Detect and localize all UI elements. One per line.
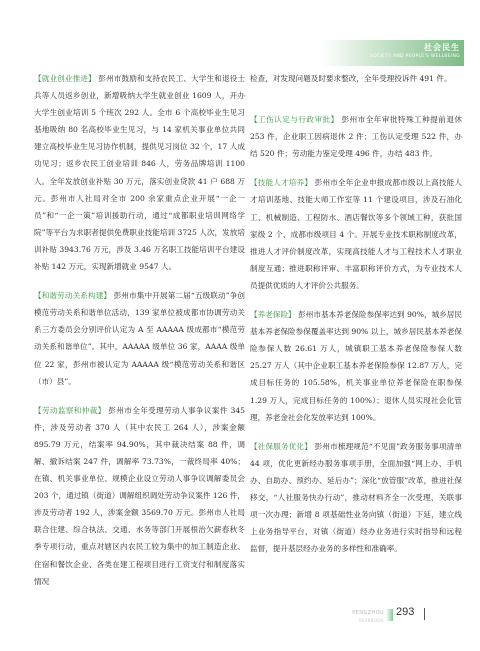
paragraph-text: 彭州市鼓励和支持农民工、大学生和退役士兵等人员返乡创业，新增吸纳大学生就业创业 1609 人，开办大学生创业培训 5 个班次 292 人。全市 6 个高校毕业生见习基地吸纳 80 名高校毕业生见习，与 14 家机关事业单位共同建立高校毕业生见习协作机制，提供见习岗位 32 个，17 人成功见习；返乡农民工创业培训 846 人，劳务品牌培训 1100 人。全年发放创业补贴 30 万元，落实创业贷款 41 户 688 万元。彭州市人社局对全市 200 余家重点企业开展“一企一员”和“一企一策”培训援助行动，通过“成都职业培训网络学院”等平台为求职者提供免费职业技能培训 3725 人次，发放培训补贴 3943.76 万元，涉及 3.46 万名职工技能培训平台建设补贴 142 万元，实现新增就业 9547 人。 (34, 74, 246, 272)
page-number: 293 (396, 606, 415, 618)
paragraph-skills-talent (250, 174, 462, 294)
yearbook-logo-line2: YEARBOOK (358, 618, 384, 623)
paragraph-employment (34, 70, 245, 275)
paragraph-tag: 【劳动监察和仲裁】 (34, 405, 106, 415)
paragraph-text: 检查，对发现问题及时要求整改，全年受理投诉件 491 件。 (250, 74, 452, 83)
paragraph-labor-relations (34, 287, 245, 390)
paragraph-work-injury (250, 111, 462, 162)
page-marker (386, 609, 393, 621)
right-column (250, 70, 462, 569)
paragraph-tag: 【技能人才培养】 (250, 178, 313, 188)
paragraph-text: 彭州市全年企业申报成都市级以上高技能人才培训基地、技能大师工作室等 11 个建设项目，涉及石油化工、机械制造、工程防水、酒店餐饮等多个领域工种，获批国家级 2 个、成都市级项目 4 个。开展专业技术职称制度改革，推进人才评价制度改革，实现高技能人才与工程技术人才职业制度互通；推进职称评审、丰富职称评价方式，为专业技术人员提供优质的人才评价公共服务。 (250, 178, 463, 290)
paragraph-social-security-service (250, 438, 462, 558)
paragraph-tag: 【工伤认定与行政审批】 (250, 115, 339, 125)
paragraph-tag: 【社保服务优化】 (250, 441, 312, 451)
paragraph-text: 彭州市集中开展第二届“五级联动”争创模范劳动关系和谐单位活动，139 家单位被成都市协调劳动关系三方委员会分别评价认定为 A 至 AAAAA 级成都市“模范劳动关系和谐单位”。其中，AAAAA 级单位 36 家，AAAA 级单位 22 家，彭州市被认定为 AAAAA 级“模范劳动关系和谐区（市）县”。 (34, 291, 246, 386)
paragraph-text: 彭州市全年审批特殊工种提前退休 253 件，企业职工因病退休 2 件；工伤认定受理 522 件，办结 520 件；劳动能力鉴定受理 496 件，办结 483 件。 (250, 115, 463, 159)
yearbook-logo-line1: PENGZHOU (352, 610, 384, 616)
paragraph-tag: 【养老保险】 (250, 310, 296, 320)
paragraph-labor-supervision (34, 402, 245, 590)
paragraph-tag: 【就业创业推进】 (34, 74, 96, 83)
section-title: 社会民生 (424, 43, 460, 52)
paragraph-continuation (250, 70, 462, 87)
paragraph-text: 彭州市梳理规范“不见面”政务服务事项清单 44 项，优化更新经办服务事项手册，全面加强“网上办、手机办、自助办、预约办、延后办”；深化“放管服”改革，推进社保移交，“人社服务快办行动”，推动材料齐全一次受理、关联事项一次办理；新增 8 项基础性业务向镇（街道）下延，建立线上业务指导平台，对镇（街道）经办业务进行实时指导和远程监督，提升基层经办业务的多样性和准确率。 (250, 441, 462, 554)
section-subtitle: SOCIETY AND PEOPLE'S WELLBEING (369, 54, 460, 59)
paragraph-tag: 【和谐劳动关系构建】 (34, 291, 112, 301)
page-divider (424, 608, 425, 620)
paragraph-text: 彭州市基本养老保险参保率达到 90%，城乡居民基本养老保险参保覆盖率达到 90% 以上，城乡居民基本养老保险参保人数 26.61 万人，城镇职工基本养老保险参保人数 25.27 万人（其中企业职工基本养老保险参保 12.87 万人，完成目标任务的 105.58%，机关事业单位养老保险在职参保 1.29 万人，完成目标任务的 100%）；退休人员实现社会化管理，养老金社会化发放率达到 100%。 (250, 310, 463, 422)
left-column (34, 70, 245, 602)
yearbook-logo (328, 610, 384, 624)
paragraph-pension (250, 306, 462, 426)
paragraph-text: 彭州市全年受理劳动人事争议案件 345 件，涉及劳动者 370 人（其中农民工 264 人），涉案金额 895.79 万元，结案率 94.90%，其中裁决结案 88 件，调解、撤诉结案 247 件，调解率 73.73%，一裁终局率 40%；在镇、机关事业单位、规模企业设立劳动人事争议调解委员会 203 个，通过镇（街道）调解组织调处劳动争议案件 126 件，涉及劳动者 192 人，涉案金额 3569.70 万元。彭州市人社局联合住建、综合执法、交通、水务等部门开展根治欠薪春秋冬季专项行动，重点对辖区内农民工较为集中的加工制造企业、住宿和餐饮企业、各类在建工程项目进行工资支付和制度落实情况 (34, 405, 246, 586)
